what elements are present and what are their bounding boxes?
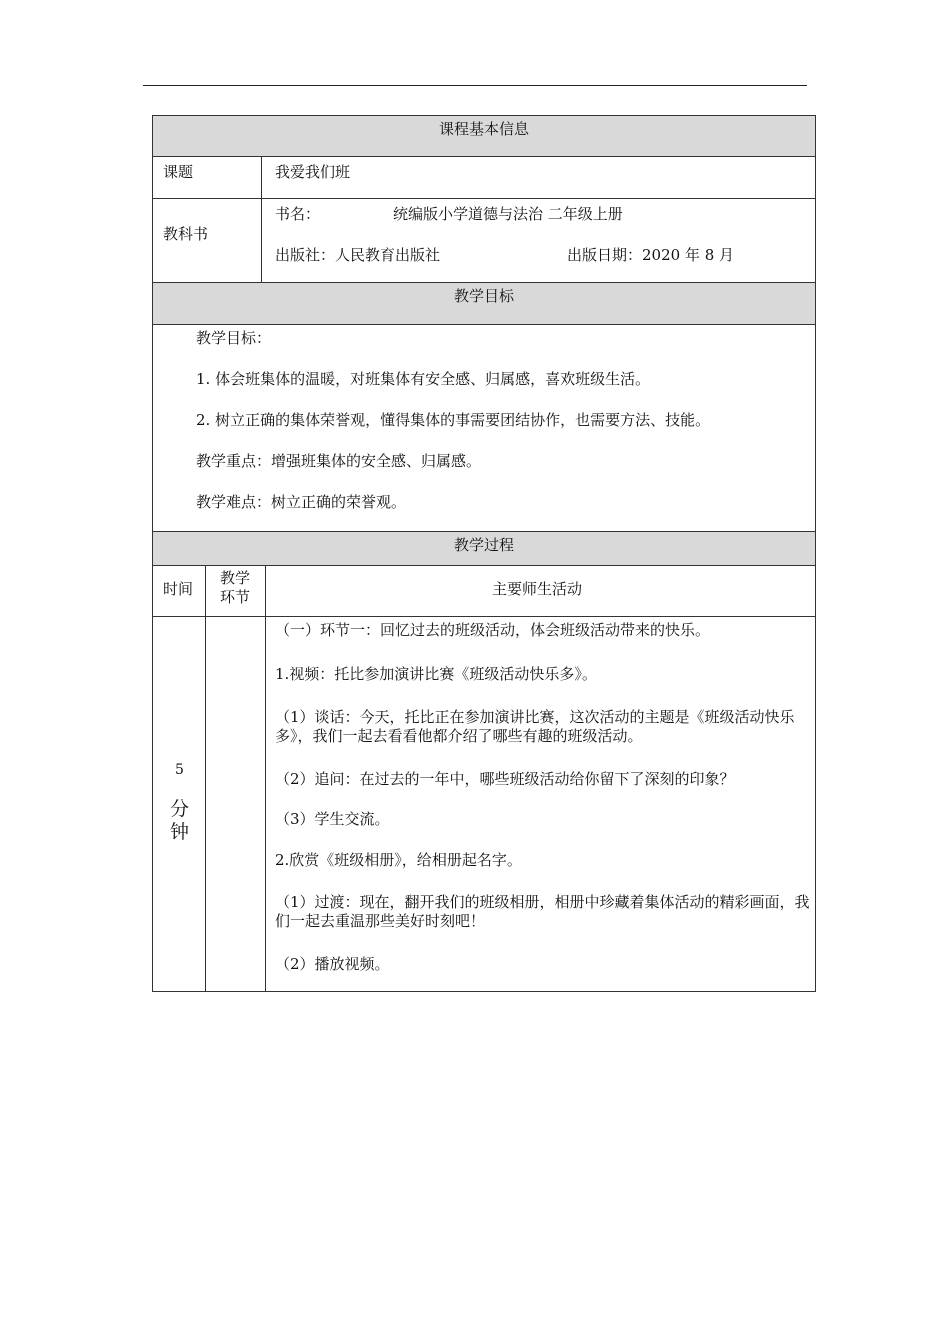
activity-cell <box>265 616 816 992</box>
topic-value-cell <box>261 156 816 199</box>
textbook-info-cell <box>261 198 816 283</box>
activity-paragraph: （1）过渡：现在，翻开我们的班级相册，相册中珍藏着集体活动的精彩画面，我们一起去重温那些美好时刻吧！ <box>275 893 810 930</box>
col-activity-header <box>265 565 816 617</box>
col-stage-header <box>205 565 266 617</box>
book-name-label: 书名： <box>275 205 321 223</box>
key-point: 教学重点：增强班集体的安全感、归属感。 <box>196 452 482 470</box>
time-unit-1: 分 <box>170 798 190 820</box>
activity-paragraph: （1）谈话：今天，托比正在参加演讲比赛，这次活动的主题是《班级活动快乐多》，我们一起去看看他都介绍了哪些有趣的班级活动。 <box>275 708 795 745</box>
publish-date: 出版日期：2020 年 8 月 <box>567 246 735 264</box>
difficulty: 教学难点：树立正确的荣誉观。 <box>196 493 407 511</box>
basic-info-header <box>152 115 816 157</box>
col-time-label: 时间 <box>163 580 194 598</box>
time-number: 5 <box>175 762 184 778</box>
time-cell <box>152 616 206 992</box>
col-time-header <box>152 565 206 617</box>
activity-paragraph: （2）追问：在过去的一年中，哪些班级活动给你留下了深刻的印象？ <box>275 770 735 788</box>
header-rule <box>143 85 807 86</box>
activity-paragraph: 2.欣赏《班级相册》，给相册起名字。 <box>275 851 522 869</box>
topic-label-cell <box>152 156 262 199</box>
book-name-value: 统编版小学道德与法治 二年级上册 <box>393 205 623 223</box>
process-header-text: 教学过程 <box>453 536 514 554</box>
col-stage-label-2: 环节 <box>220 588 251 606</box>
publisher: 出版社：人民教育出版社 <box>275 246 441 264</box>
objective-item-2: 2. 树立正确的集体荣誉观，懂得集体的事需要团结协作，也需要方法、技能。 <box>196 411 711 429</box>
objectives-body <box>152 324 816 532</box>
objectives-intro: 教学目标： <box>196 329 272 347</box>
topic-value: 我爱我们班 <box>275 163 351 181</box>
activity-paragraph: （一）环节一：回忆过去的班级活动，体会班级活动带来的快乐。 <box>275 621 711 639</box>
col-stage-label-1: 教学 <box>220 569 251 587</box>
process-header <box>152 531 816 566</box>
topic-label: 课题 <box>163 163 194 181</box>
time-unit-2: 钟 <box>170 821 190 843</box>
activity-paragraph: （3）学生交流。 <box>275 810 390 828</box>
stage-cell <box>205 616 266 992</box>
activity-paragraph: （2）播放视频。 <box>275 955 390 973</box>
basic-info-header-text: 课程基本信息 <box>438 120 529 138</box>
objectives-header-text: 教学目标 <box>453 287 514 305</box>
objectives-header <box>152 282 816 325</box>
activity-paragraph: 1.视频：托比参加演讲比赛《班级活动快乐多》。 <box>275 665 597 683</box>
objective-item-1: 1. 体会班集体的温暖，对班集体有安全感、归属感，喜欢班级生活。 <box>196 370 651 388</box>
textbook-label: 教科书 <box>163 225 209 243</box>
col-activity-label: 主要师生活动 <box>492 580 583 598</box>
textbook-label-cell <box>152 198 262 283</box>
